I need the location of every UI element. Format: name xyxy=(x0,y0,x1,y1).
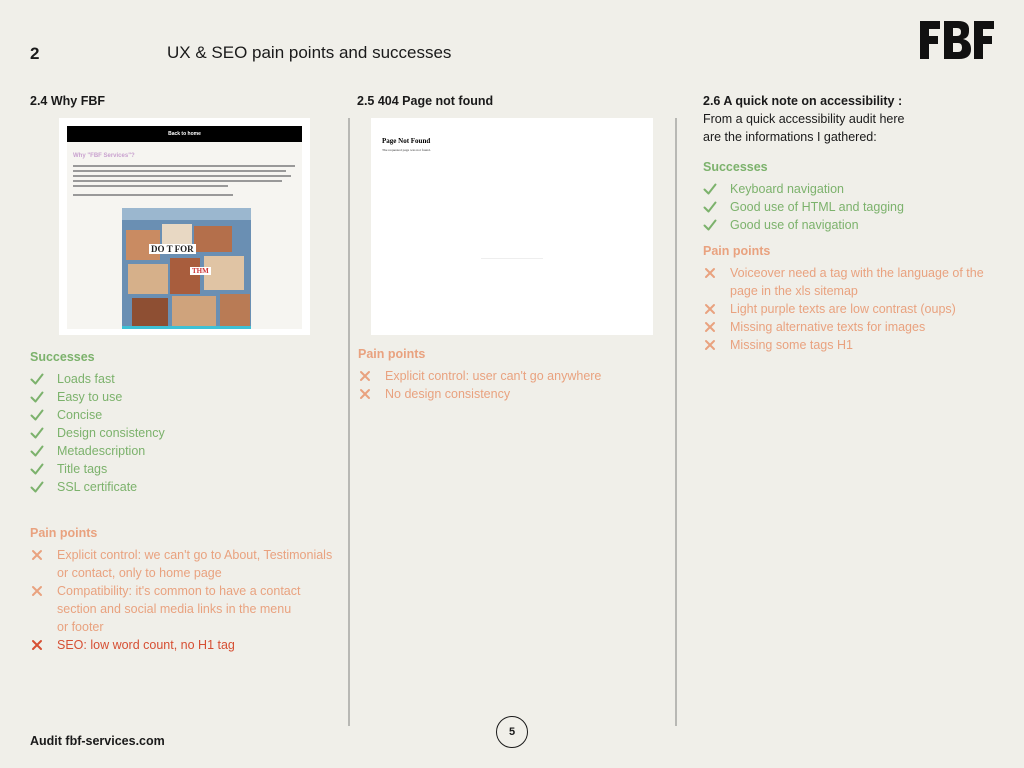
collage-image xyxy=(122,208,251,329)
list-item xyxy=(703,300,1003,318)
list-item-text: Missing some tags H1 xyxy=(730,338,853,352)
cross-icon xyxy=(703,338,717,352)
check-icon xyxy=(30,462,44,476)
list-item xyxy=(30,406,330,424)
thumbnail-text-block xyxy=(73,165,295,196)
col1-pain-title: Pain points xyxy=(30,526,98,540)
thumbnail-page-title: Why "FBF Services"? xyxy=(73,153,135,159)
list-item-text: Missing alternative texts for images xyxy=(730,320,926,334)
list-item-text: Good use of navigation xyxy=(730,218,859,232)
list-item-text: Title tags xyxy=(57,462,108,476)
list-item xyxy=(30,546,348,582)
check-icon xyxy=(703,200,717,214)
intro-line-2: are the informations I gathered: xyxy=(703,130,877,144)
list-item-text: Voiceover need a tag with the language of the xyxy=(730,266,984,280)
list-item-text: Light purple texts are low contrast (oups) xyxy=(730,302,956,316)
cross-icon xyxy=(703,302,717,316)
list-item-text: Explicit control: we can't go to About, Testimonials xyxy=(57,548,333,562)
check-icon xyxy=(30,408,44,422)
collage-text-dont-for: DO T FOR xyxy=(151,244,194,254)
list-item-text: Good use of HTML and tagging xyxy=(730,200,904,214)
col3-pain-list xyxy=(703,264,1003,354)
check-icon xyxy=(703,218,717,232)
check-icon xyxy=(30,390,44,404)
list-item-text: No design consistency xyxy=(385,387,511,401)
accessibility-intro xyxy=(703,110,1003,146)
list-item xyxy=(30,636,348,654)
list-item xyxy=(703,336,1003,354)
check-icon xyxy=(30,444,44,458)
cross-icon xyxy=(30,548,44,562)
list-item xyxy=(703,198,1003,216)
list-item xyxy=(703,318,1003,336)
section-number: 2 xyxy=(30,44,40,63)
check-icon xyxy=(30,480,44,494)
list-item-text: or contact, only to home page xyxy=(57,566,222,580)
accessibility-heading: 2.6 A quick note on accessibility : xyxy=(703,94,903,108)
cross-icon xyxy=(30,584,44,598)
page-number: 5 xyxy=(508,726,516,738)
list-item xyxy=(703,216,1003,234)
list-item xyxy=(30,442,330,460)
why-fbf-heading: 2.4 Why FBF xyxy=(30,94,106,108)
list-item xyxy=(30,370,330,388)
intro-line-1: From a quick accessibility audit here xyxy=(703,112,905,126)
list-item xyxy=(703,180,1003,198)
col1-successes-list xyxy=(30,370,330,496)
list-item-text: page in the xls sitemap xyxy=(730,284,858,298)
not-found-title: Page Not Found xyxy=(382,137,431,145)
list-item-text: SSL certificate xyxy=(57,480,138,494)
list-item-text: Keyboard navigation xyxy=(730,182,844,196)
back-to-home-bar: Back to home xyxy=(67,126,302,142)
check-icon xyxy=(30,372,44,386)
list-item-text: Metadescription xyxy=(57,444,146,458)
cross-icon xyxy=(703,320,717,334)
col1-pain-list xyxy=(30,546,348,654)
list-item-text: Explicit control: user can't go anywhere xyxy=(385,369,602,383)
col1-successes-title: Successes xyxy=(30,350,95,364)
fbf-logo xyxy=(918,18,996,62)
not-found-subtitle: The requested page was not found. xyxy=(382,148,431,152)
page-not-found-screenshot xyxy=(371,118,653,335)
list-item xyxy=(30,424,330,442)
list-item-text: Compatibility: it's common to have a contact xyxy=(57,584,301,598)
cross-icon xyxy=(30,638,44,652)
list-item xyxy=(30,478,330,496)
check-icon xyxy=(703,182,717,196)
list-item-text: SEO: low word count, no H1 tag xyxy=(57,638,235,652)
list-item-text: Loads fast xyxy=(57,372,115,386)
list-item-text: Concise xyxy=(57,408,103,422)
cross-icon xyxy=(358,387,372,401)
page-number-badge xyxy=(496,716,528,748)
list-item-text: section and social media links in the menu xyxy=(57,602,292,616)
col2-pain-list xyxy=(358,367,668,403)
list-item xyxy=(358,367,668,385)
col3-successes-title: Successes xyxy=(703,160,768,174)
list-item xyxy=(30,388,330,406)
col3-pain-title: Pain points xyxy=(703,244,771,258)
cross-icon xyxy=(703,266,717,280)
list-item xyxy=(358,385,668,403)
column-divider-left xyxy=(348,118,350,726)
list-item-text: or footer xyxy=(57,620,104,634)
page-not-found-heading: 2.5 404 Page not found xyxy=(357,94,494,108)
list-item xyxy=(30,582,348,636)
col3-successes-list xyxy=(703,180,1003,234)
column-divider-right xyxy=(675,118,677,726)
cross-icon xyxy=(358,369,372,383)
footer-label: Audit fbf-services.com xyxy=(30,734,165,748)
list-item xyxy=(30,460,330,478)
collage-text-thm: THM xyxy=(192,267,209,275)
page-title: UX & SEO pain points and successes xyxy=(167,43,452,62)
why-fbf-screenshot xyxy=(59,118,310,335)
check-icon xyxy=(30,426,44,440)
list-item xyxy=(703,264,1003,300)
col2-pain-title: Pain points xyxy=(358,347,426,361)
list-item-text: Design consistency xyxy=(57,426,165,440)
list-item-text: Easy to use xyxy=(57,390,123,404)
